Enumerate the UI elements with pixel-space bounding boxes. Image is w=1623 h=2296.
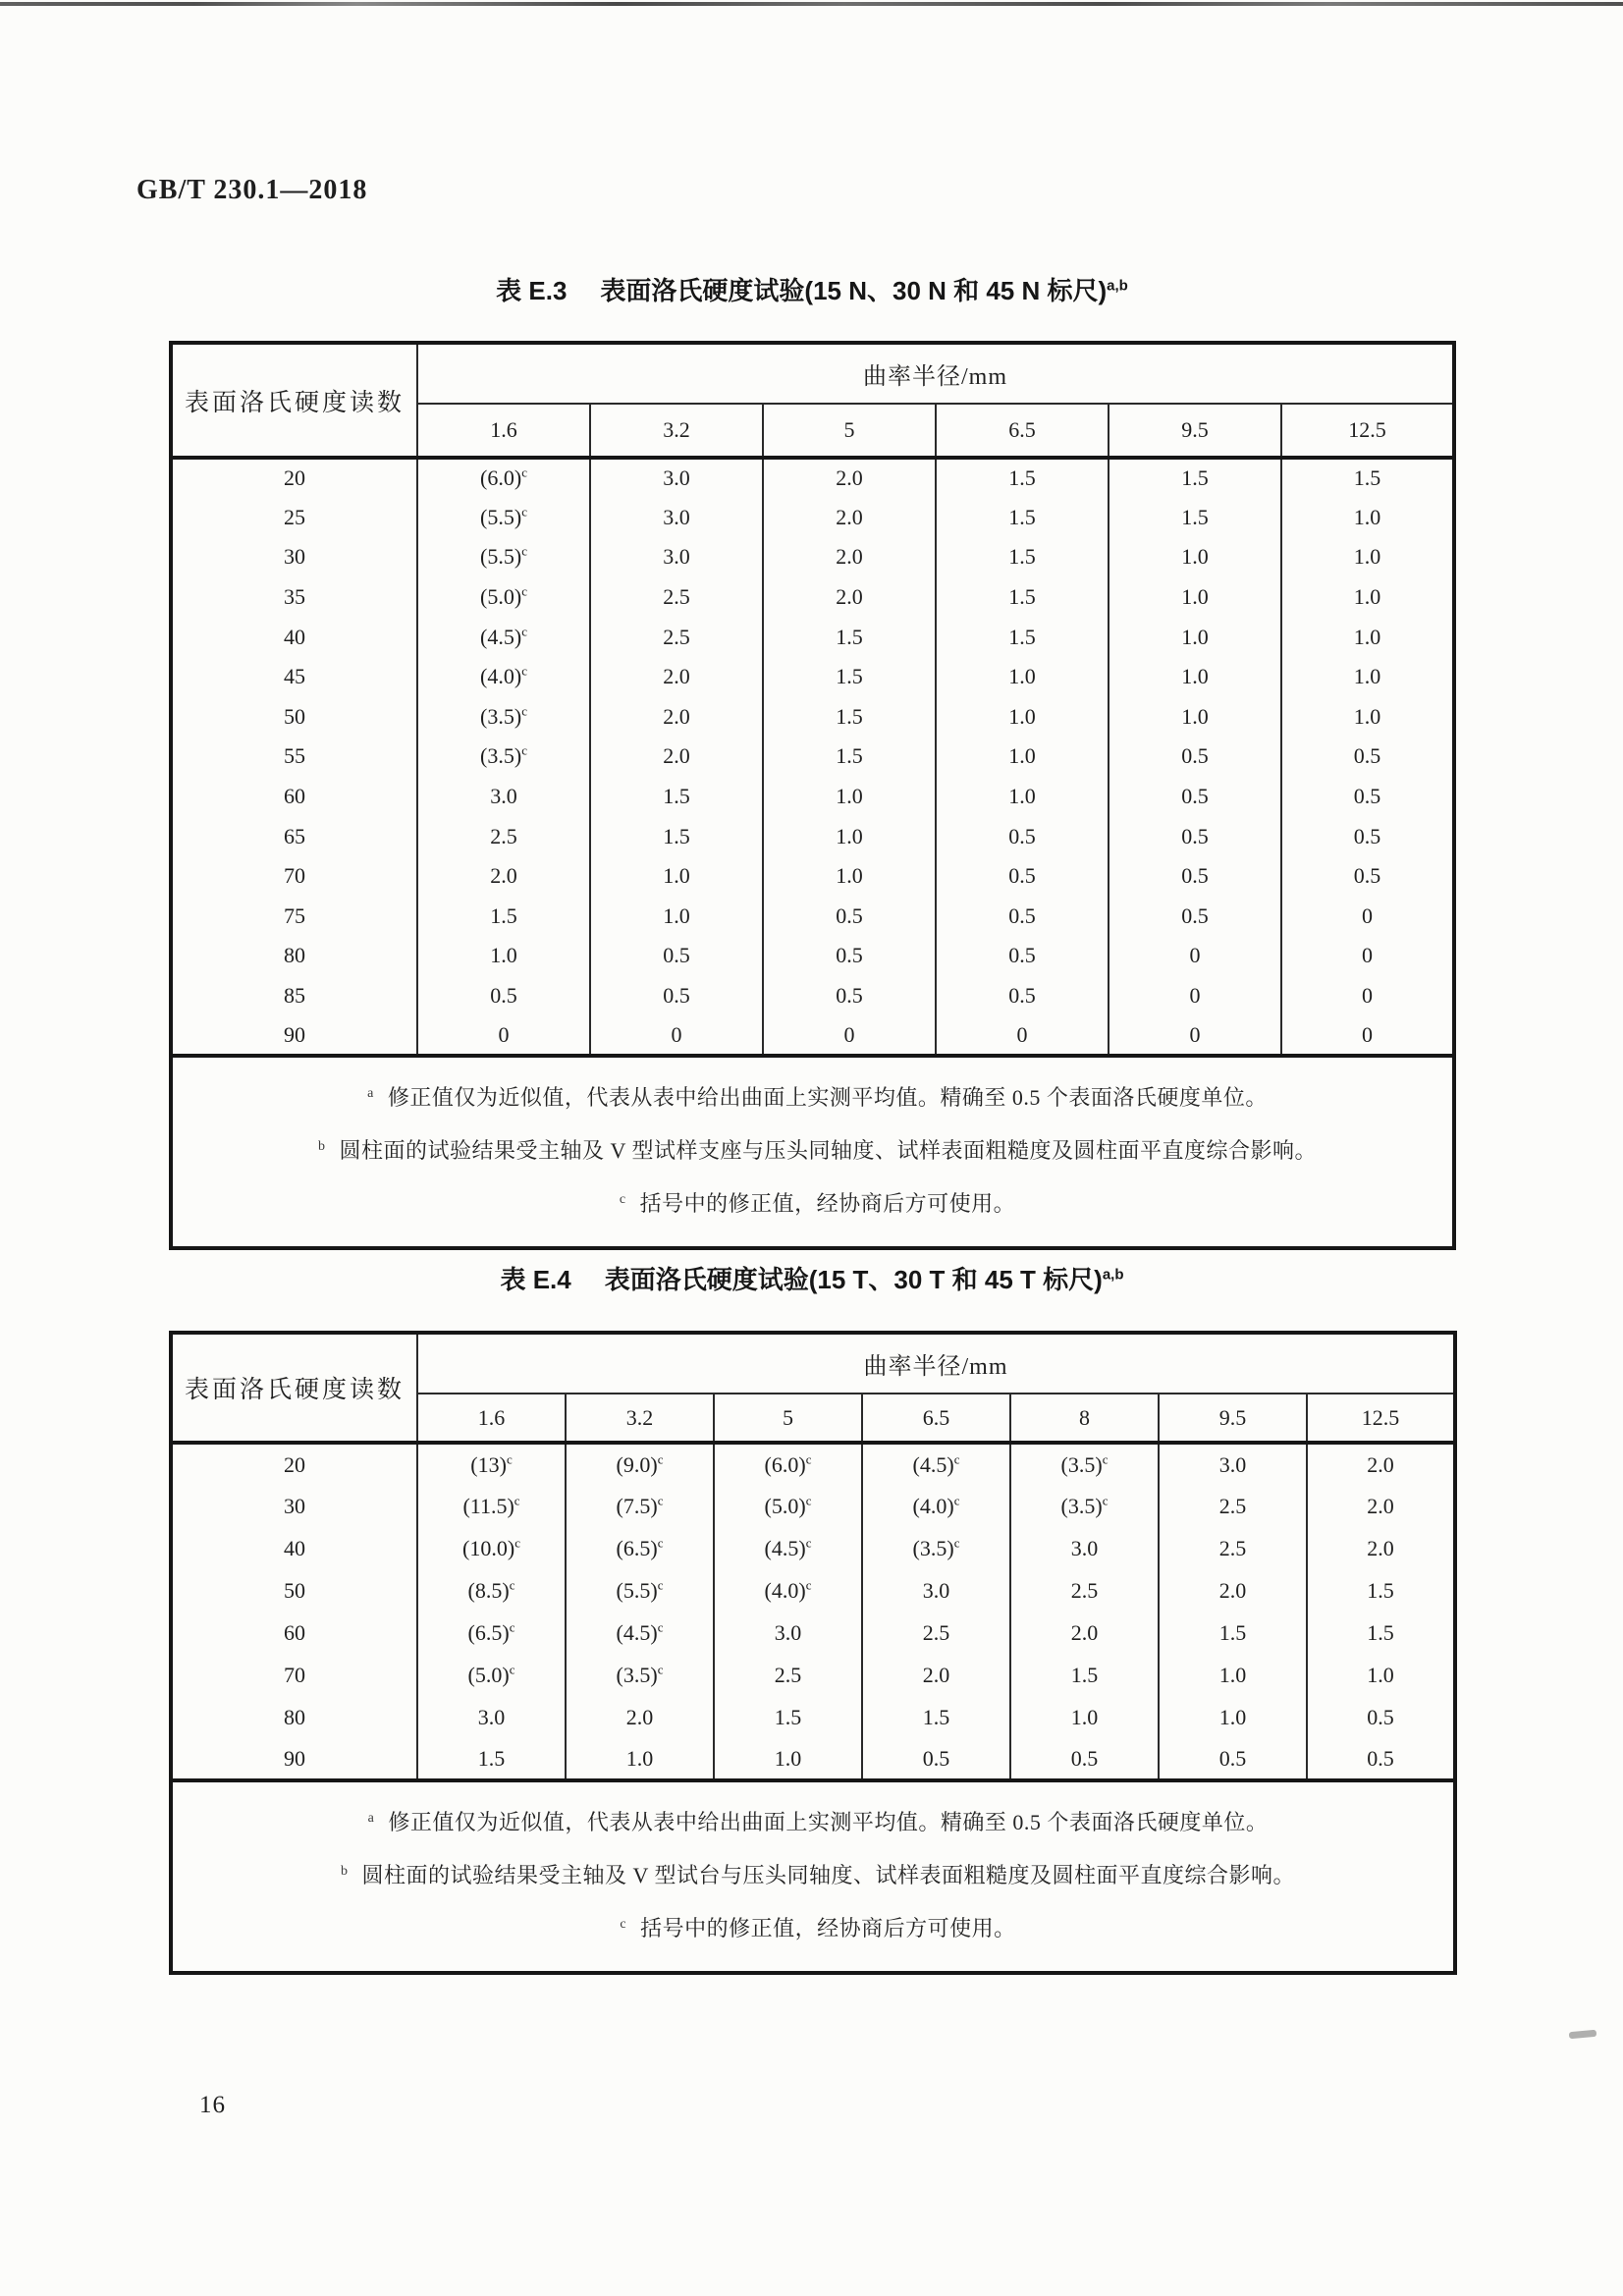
correction-value-cell: 1.0 (1159, 1696, 1307, 1738)
radius-column-header: 9.5 (1159, 1394, 1307, 1443)
correction-value-cell: 2.0 (590, 657, 763, 697)
reading-row-header: 表面洛氏硬度读数 (171, 343, 417, 458)
correction-value-cell: $(3.5)^c$ (417, 737, 590, 777)
hardness-reading-cell: 90 (284, 1745, 305, 1771)
correction-value-cell: 1.5 (936, 498, 1109, 538)
radius-column-header: 9.5 (1109, 404, 1281, 458)
footnote-text: 圆柱面的试验结果受主轴及 V 型试台与压头同轴度、试样表面粗糙度及圆柱面平直度综合影响。 (361, 1863, 1296, 1887)
correction-value-cell: $(5.5)^c$ (566, 1569, 714, 1612)
footnote-marker: c (619, 1191, 626, 1207)
correction-value-cell: 3.0 (1010, 1527, 1159, 1569)
correction-value-cell: $(5.5)^c$ (417, 537, 590, 577)
table-row (171, 777, 1454, 817)
hardness-reading-cell: 40 (284, 1535, 305, 1560)
correction-value-cell: 1.5 (1109, 498, 1281, 538)
radius-column-header: 3.2 (566, 1394, 714, 1443)
curvature-radius-group-header: 曲率半径/mm (417, 1333, 1455, 1394)
footnote-text: 修正值仅为近似值，代表从表中给出曲面上实测平均值。精确至 0.5 个表面洛氏硬度单位。 (388, 1810, 1269, 1834)
table-row (171, 1443, 1455, 1485)
table-row (171, 1612, 1455, 1654)
table-row (171, 657, 1454, 697)
radius-column-header: 6.5 (936, 404, 1109, 458)
table-e3-name: 表面洛氏硬度试验(15 N、30 N 和 45 N 标尺) (600, 276, 1108, 305)
correction-value-cell: $(4.5)^c$ (417, 617, 590, 657)
radius-column-header: 12.5 (1281, 404, 1454, 458)
curvature-radius-group-header: 曲率半径/mm (417, 343, 1454, 404)
correction-value-cell: 3.0 (862, 1569, 1010, 1612)
table-e4-title (169, 1260, 1455, 1296)
correction-value-cell: $(10.0)^c$ (417, 1527, 566, 1569)
correction-value-cell: $(5.5)^c$ (417, 498, 590, 538)
correction-value-cell: 0 (1109, 1015, 1281, 1056)
hardness-reading-cell: 25 (284, 504, 305, 529)
correction-value-cell: 2.0 (763, 458, 936, 498)
correction-value-cell: 2.0 (763, 537, 936, 577)
correction-value-cell: 1.5 (714, 1696, 862, 1738)
correction-value-cell: 0 (936, 1015, 1109, 1056)
correction-value-cell: $(6.0)^c$ (417, 458, 590, 498)
correction-value-cell: 0.5 (1159, 1738, 1307, 1780)
hardness-reading-cell: 85 (284, 983, 305, 1009)
correction-value-cell: 2.0 (417, 856, 590, 897)
correction-value-cell: 0.5 (936, 816, 1109, 856)
table-row (171, 856, 1454, 897)
correction-value-cell: 1.0 (1307, 1654, 1455, 1696)
correction-value-cell: 1.0 (590, 897, 763, 937)
table-e3-title-superscript: a,b (1107, 277, 1128, 295)
correction-value-cell: $(6.5)^c$ (566, 1527, 714, 1569)
correction-value-cell: 2.5 (1159, 1527, 1307, 1569)
table-e3-footnotes (171, 1056, 1454, 1248)
correction-value-cell: 3.0 (590, 498, 763, 538)
correction-value-cell: $(3.5)^c$ (417, 697, 590, 738)
correction-value-cell: 1.0 (1281, 697, 1454, 738)
correction-value-cell: 1.5 (1010, 1654, 1159, 1696)
scan-artifact-top-line (0, 2, 1623, 6)
correction-value-cell: 1.5 (1307, 1612, 1455, 1654)
correction-value-cell: 1.5 (590, 777, 763, 817)
correction-value-cell: 2.0 (1307, 1527, 1455, 1569)
hardness-reading-cell: 90 (284, 1021, 305, 1047)
radius-column-header: 1.6 (477, 1404, 506, 1430)
correction-value-cell: 0.5 (763, 897, 936, 937)
correction-value-cell: 0 (1281, 976, 1454, 1016)
hardness-reading-cell: 30 (284, 1493, 305, 1518)
correction-value-cell: 0.5 (936, 936, 1109, 976)
correction-value-cell: 2.0 (590, 737, 763, 777)
table-row (171, 1485, 1455, 1527)
correction-value-cell: 1.5 (763, 737, 936, 777)
table-e4-label: 表 E.4 (500, 1265, 571, 1294)
table-e3-body (171, 458, 1454, 1056)
correction-value-cell: 3.0 (714, 1612, 862, 1654)
footnote-marker: b (341, 1863, 349, 1879)
hardness-reading-cell: 65 (284, 823, 305, 848)
correction-value-cell: $(4.0)^c$ (417, 657, 590, 697)
hardness-reading-cell: 75 (284, 902, 305, 928)
correction-value-cell: $(4.5)^c$ (862, 1443, 1010, 1485)
correction-value-cell: 1.0 (936, 777, 1109, 817)
table-row (171, 816, 1454, 856)
reading-row-header: 表面洛氏硬度读数 (171, 1333, 417, 1443)
correction-value-cell: 0.5 (1109, 856, 1281, 897)
table-e3-header (171, 343, 1454, 458)
hardness-reading-cell: 35 (284, 584, 305, 610)
correction-value-cell: 1.0 (714, 1738, 862, 1780)
correction-value-cell: 1.0 (1010, 1696, 1159, 1738)
correction-value-cell: 1.5 (763, 697, 936, 738)
correction-value-cell: 1.0 (1281, 577, 1454, 618)
correction-value-cell: $(13)^c$ (417, 1443, 566, 1485)
correction-value-cell: 1.0 (763, 856, 936, 897)
correction-value-cell: 1.5 (1307, 1569, 1455, 1612)
correction-value-cell: 0 (590, 1015, 763, 1056)
correction-value-cell: 1.0 (1109, 617, 1281, 657)
correction-value-cell: 2.0 (763, 577, 936, 618)
radius-column-header: 12.5 (1307, 1394, 1455, 1443)
radius-column-header: 5 (763, 404, 936, 458)
correction-value-cell: $(3.5)^c$ (862, 1527, 1010, 1569)
correction-value-cell: 1.5 (936, 458, 1109, 498)
correction-value-cell: $(5.0)^c$ (714, 1485, 862, 1527)
correction-value-cell: 1.5 (590, 816, 763, 856)
correction-value-cell: 0.5 (1109, 737, 1281, 777)
correction-value-cell: 2.5 (1010, 1569, 1159, 1612)
footnote (212, 1912, 1424, 1942)
correction-value-cell: 0.5 (763, 936, 936, 976)
correction-value-cell: 1.5 (936, 537, 1109, 577)
table-e3-container (169, 341, 1456, 1250)
correction-value-cell: 1.0 (763, 816, 936, 856)
correction-value-cell: 3.0 (417, 1696, 566, 1738)
table-row (171, 617, 1454, 657)
hardness-reading-cell: 50 (284, 703, 305, 729)
correction-value-cell: 0.5 (590, 936, 763, 976)
correction-value-cell: 0.5 (862, 1738, 1010, 1780)
correction-value-cell: 2.0 (1159, 1569, 1307, 1612)
table-e4-name: 表面洛氏硬度试验(15 T、30 T 和 45 T 标尺) (604, 1265, 1103, 1294)
table-e4-footnotes (171, 1780, 1455, 1973)
correction-value-cell: $(4.0)^c$ (862, 1485, 1010, 1527)
footnote-text: 括号中的修正值，经协商后方可使用。 (639, 1190, 1016, 1216)
correction-value-cell: $(3.5)^c$ (1010, 1485, 1159, 1527)
table-row (171, 936, 1454, 976)
table-e4-container (169, 1331, 1457, 1975)
correction-value-cell: 2.5 (714, 1654, 862, 1696)
correction-value-cell: 1.0 (1109, 577, 1281, 618)
correction-value-cell: 0.5 (1281, 737, 1454, 777)
table-row (171, 1015, 1454, 1056)
correction-value-cell: $(3.5)^c$ (566, 1654, 714, 1696)
correction-value-cell: $(5.0)^c$ (417, 1654, 566, 1696)
correction-value-cell: 1.0 (1281, 657, 1454, 697)
correction-value-cell: 2.5 (1159, 1485, 1307, 1527)
footnote-marker: a (367, 1085, 374, 1101)
hardness-reading-cell: 70 (284, 1662, 305, 1687)
correction-value-cell: 1.5 (936, 577, 1109, 618)
correction-value-cell: $(11.5)^c$ (417, 1485, 566, 1527)
footnote (212, 1187, 1423, 1218)
table-row (171, 1569, 1455, 1612)
correction-value-cell: 1.5 (862, 1696, 1010, 1738)
footnote-marker: a (367, 1810, 375, 1826)
correction-value-cell: 2.0 (862, 1654, 1010, 1696)
correction-value-cell: 2.5 (590, 577, 763, 618)
table-row (171, 1696, 1455, 1738)
correction-value-cell: 3.0 (590, 537, 763, 577)
correction-value-cell: 1.0 (1159, 1654, 1307, 1696)
correction-value-cell: 2.0 (1307, 1485, 1455, 1527)
table-row (171, 1738, 1455, 1780)
radius-column-header: 8 (1010, 1394, 1159, 1443)
table-row (171, 537, 1454, 577)
table-row (171, 737, 1454, 777)
correction-value-cell: 0 (1281, 1015, 1454, 1056)
correction-value-cell: 2.0 (1307, 1443, 1455, 1485)
correction-value-cell: 0.5 (1109, 777, 1281, 817)
footnote-text: 圆柱面的试验结果受主轴及 V 型试样支座与压头同轴度、试样表面粗糙度及圆柱面平直度综合影响。 (339, 1137, 1317, 1163)
correction-value-cell: 2.5 (590, 617, 763, 657)
correction-value-cell: 0.5 (1281, 777, 1454, 817)
correction-value-cell: 1.0 (590, 856, 763, 897)
hardness-reading-cell: 20 (284, 1451, 305, 1477)
correction-value-cell: 1.0 (936, 737, 1109, 777)
correction-value-cell: 2.0 (590, 697, 763, 738)
correction-value-cell: $(6.5)^c$ (417, 1612, 566, 1654)
radius-column-header: 5 (714, 1394, 862, 1443)
correction-value-cell: 1.0 (763, 777, 936, 817)
table-row (171, 577, 1454, 618)
correction-value-cell: 0 (1281, 936, 1454, 976)
correction-value-cell: 1.5 (1109, 458, 1281, 498)
correction-value-cell: 0.5 (936, 976, 1109, 1016)
correction-value-cell: 0 (1109, 976, 1281, 1016)
correction-value-cell: $(7.5)^c$ (566, 1485, 714, 1527)
radius-column-header: 1.6 (490, 417, 517, 442)
correction-value-cell: 3.0 (1159, 1443, 1307, 1485)
correction-value-cell: 1.5 (763, 657, 936, 697)
table-row (171, 498, 1454, 538)
hardness-reading-cell: 45 (284, 664, 305, 689)
correction-value-cell: 1.5 (1159, 1612, 1307, 1654)
correction-value-cell: 1.0 (936, 697, 1109, 738)
hardness-reading-cell: 30 (284, 544, 305, 570)
hardness-reading-cell: 50 (284, 1577, 305, 1603)
table-row (171, 1654, 1455, 1696)
correction-value-cell: 1.0 (1281, 498, 1454, 538)
table-row (171, 458, 1454, 498)
footnote (212, 1134, 1423, 1165)
footnote (212, 1859, 1424, 1889)
correction-value-cell: 1.5 (417, 1738, 566, 1780)
correction-value-cell: 1.5 (417, 897, 590, 937)
table-row (171, 897, 1454, 937)
correction-value-cell: 0 (417, 1015, 590, 1056)
correction-value-cell: 3.0 (590, 458, 763, 498)
radius-column-header: 3.2 (590, 404, 763, 458)
correction-value-cell: 0.5 (1109, 897, 1281, 937)
correction-value-cell: 1.0 (1109, 537, 1281, 577)
footnote-marker: b (318, 1138, 326, 1154)
correction-value-cell: 0.5 (1109, 816, 1281, 856)
table-e3-label: 表 E.3 (496, 276, 568, 305)
table-e4 (169, 1331, 1457, 1975)
correction-value-cell: 0.5 (590, 976, 763, 1016)
correction-value-cell: 1.5 (936, 617, 1109, 657)
table-row (171, 697, 1454, 738)
correction-value-cell: $(8.5)^c$ (417, 1569, 566, 1612)
correction-value-cell: 0.5 (1010, 1738, 1159, 1780)
correction-value-cell: $(4.0)^c$ (714, 1569, 862, 1612)
correction-value-cell: 1.0 (1109, 657, 1281, 697)
table-e3 (169, 341, 1456, 1250)
table-row (171, 976, 1454, 1016)
correction-value-cell: 0.5 (1281, 856, 1454, 897)
correction-value-cell: 2.0 (763, 498, 936, 538)
footnote-text: 修正值仅为近似值，代表从表中给出曲面上实测平均值。精确至 0.5 个表面洛氏硬度单位。 (387, 1084, 1268, 1110)
correction-value-cell: 0 (1281, 897, 1454, 937)
correction-value-cell: 1.0 (936, 657, 1109, 697)
scan-artifact-dash (1569, 2030, 1597, 2039)
correction-value-cell: 0.5 (1307, 1696, 1455, 1738)
hardness-reading-cell: 60 (284, 784, 305, 809)
correction-value-cell: 2.0 (566, 1696, 714, 1738)
footnote (212, 1806, 1424, 1836)
table-row (171, 1527, 1455, 1569)
hardness-reading-cell: 55 (284, 743, 305, 769)
hardness-reading-cell: 70 (284, 863, 305, 889)
radius-column-header: 6.5 (862, 1394, 1010, 1443)
table-e4-title-superscript: a,b (1102, 1266, 1124, 1284)
correction-value-cell: $(3.5)^c$ (1010, 1443, 1159, 1485)
table-e4-body (171, 1443, 1455, 1780)
correction-value-cell: 1.0 (1281, 537, 1454, 577)
correction-value-cell: 0.5 (1281, 816, 1454, 856)
correction-value-cell: 1.0 (566, 1738, 714, 1780)
correction-value-cell: 0 (763, 1015, 936, 1056)
hardness-reading-cell: 40 (284, 624, 305, 649)
hardness-reading-cell: 20 (284, 465, 305, 491)
correction-value-cell: $(4.5)^c$ (566, 1612, 714, 1654)
correction-value-cell: 2.5 (862, 1612, 1010, 1654)
hardness-reading-cell: 80 (284, 943, 305, 968)
correction-value-cell: 0.5 (417, 976, 590, 1016)
correction-value-cell: 0.5 (936, 897, 1109, 937)
correction-value-cell: 2.5 (417, 816, 590, 856)
standard-number: GB/T 230.1—2018 (136, 175, 368, 205)
correction-value-cell: $(9.0)^c$ (566, 1443, 714, 1485)
correction-value-cell: 1.5 (1281, 458, 1454, 498)
page-number: 16 (199, 2092, 226, 2118)
correction-value-cell: 0.5 (936, 856, 1109, 897)
correction-value-cell: 0 (1109, 936, 1281, 976)
correction-value-cell: 1.0 (417, 936, 590, 976)
correction-value-cell: 0.5 (763, 976, 936, 1016)
correction-value-cell: $(4.5)^c$ (714, 1527, 862, 1569)
correction-value-cell: $(6.0)^c$ (714, 1443, 862, 1485)
table-e3-title (169, 271, 1455, 307)
correction-value-cell: 1.0 (1109, 697, 1281, 738)
hardness-reading-cell: 60 (284, 1619, 305, 1645)
correction-value-cell: 2.0 (1010, 1612, 1159, 1654)
correction-value-cell: 1.0 (1281, 617, 1454, 657)
correction-value-cell: 3.0 (417, 777, 590, 817)
footnote-text: 括号中的修正值，经协商后方可使用。 (640, 1916, 1016, 1941)
table-e4-header (171, 1333, 1455, 1443)
hardness-reading-cell: 80 (284, 1704, 305, 1729)
footnote (212, 1081, 1423, 1112)
correction-value-cell: $(5.0)^c$ (417, 577, 590, 618)
correction-value-cell: 0.5 (1307, 1738, 1455, 1780)
correction-value-cell: 1.5 (763, 617, 936, 657)
footnote-marker: c (620, 1916, 627, 1932)
